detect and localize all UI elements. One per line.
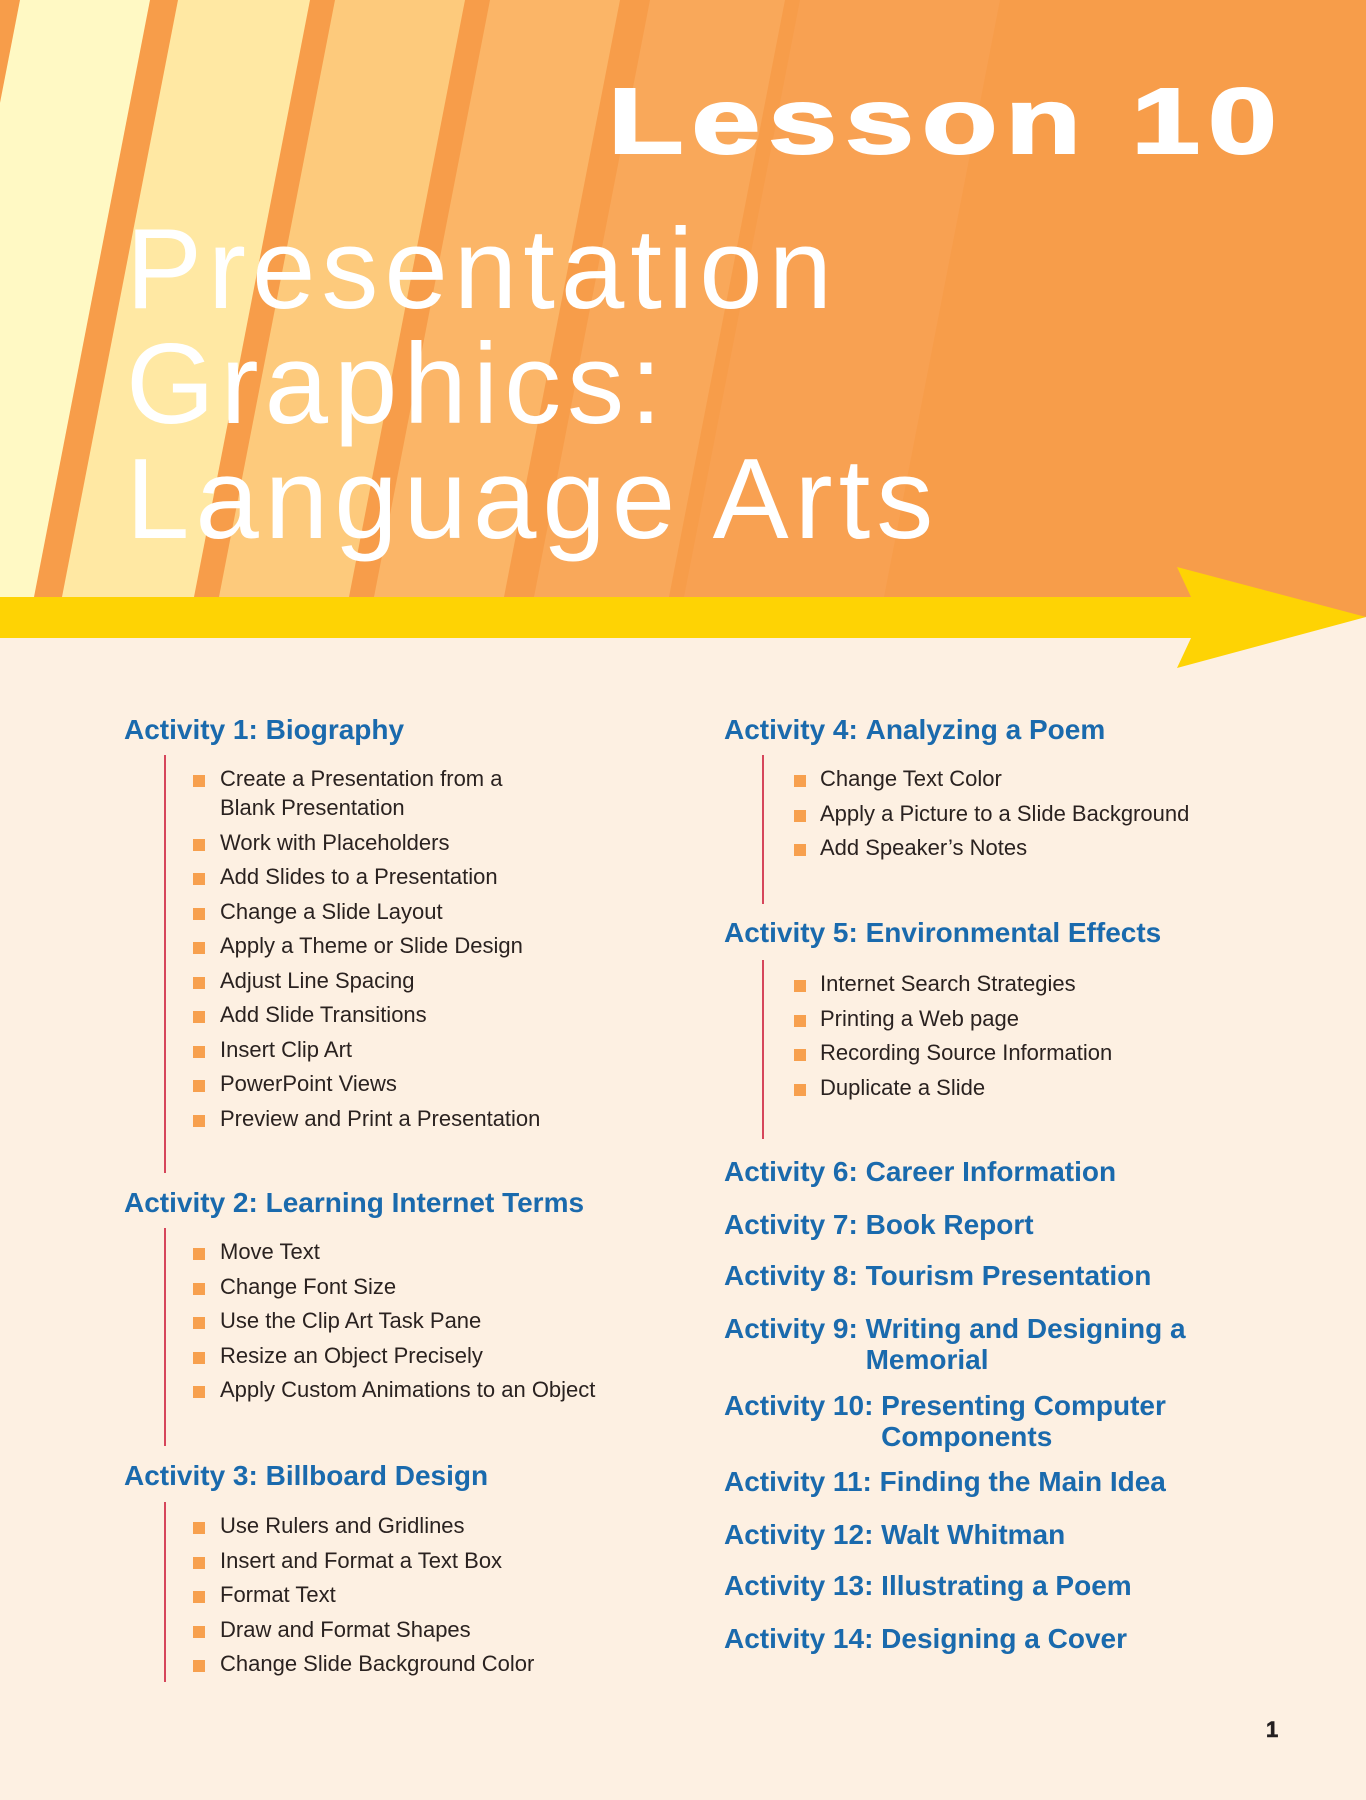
- activity-label: Activity 7:: [724, 1209, 866, 1240]
- topic-text: Insert and Format a Text Box: [220, 1547, 503, 1573]
- square-bullet-icon: [193, 873, 205, 885]
- square-bullet-icon: [193, 1522, 205, 1534]
- square-bullet-icon: [193, 942, 205, 954]
- topic-item: [220, 1511, 640, 1540]
- topic-text: Draw and Format Shapes: [220, 1616, 471, 1642]
- topic-text: PowerPoint Views: [220, 1071, 397, 1096]
- lesson-title-line-2: Graphics:: [126, 321, 668, 448]
- activity-label: Activity 11:: [724, 1466, 880, 1497]
- activity-10-heading: [724, 1390, 1211, 1452]
- topic-text: Use Rulers and Gridlines: [220, 1513, 465, 1538]
- activity-6-heading: [724, 1156, 1116, 1187]
- activity-1-heading: [124, 714, 404, 745]
- square-bullet-icon: [794, 980, 806, 992]
- activity-2-topics: [220, 1237, 640, 1410]
- activity-title: Billboard Design: [265, 1460, 489, 1491]
- topic-item: [820, 833, 1240, 862]
- square-bullet-icon: [794, 810, 806, 822]
- topic-item: [220, 862, 560, 891]
- square-bullet-icon: [193, 1626, 205, 1638]
- square-bullet-icon: [794, 844, 806, 856]
- square-bullet-icon: [193, 977, 205, 989]
- topic-item: [820, 1004, 1240, 1033]
- activity-1-rule: [164, 755, 166, 1173]
- activity-title: Analyzing a Poem: [865, 714, 1106, 745]
- square-bullet-icon: [193, 1386, 205, 1398]
- topic-text: Add Slide Transitions: [220, 1002, 427, 1027]
- activity-3-rule: [164, 1502, 166, 1682]
- topic-text: Change Text Color: [820, 766, 1002, 791]
- topic-item: [820, 969, 1240, 998]
- activity-title: Biography: [265, 714, 405, 745]
- topic-item: [220, 931, 560, 960]
- topic-text: Recording Source Information: [820, 1040, 1113, 1065]
- topic-text: Apply a Picture to a Slide Background: [820, 800, 1190, 826]
- topic-item: [220, 1546, 640, 1575]
- topic-item: [220, 897, 560, 926]
- activity-label: Activity 13:: [724, 1570, 882, 1601]
- activity-label: Activity 8:: [724, 1260, 866, 1291]
- activity-8-heading: [724, 1260, 1151, 1291]
- square-bullet-icon: [193, 1283, 205, 1295]
- topic-item: [220, 1000, 560, 1029]
- activity-5-rule: [762, 960, 764, 1139]
- activity-label: Activity 14:: [724, 1623, 882, 1654]
- square-bullet-icon: [193, 1660, 205, 1672]
- activity-label: Activity 5:: [724, 917, 866, 948]
- topic-text: Apply Custom Animations to an Object: [220, 1377, 596, 1402]
- topic-item: [820, 764, 1240, 793]
- topic-item: [220, 828, 560, 857]
- topic-item: [220, 764, 560, 822]
- activity-11-heading: [724, 1466, 1166, 1497]
- square-bullet-icon: [193, 775, 205, 787]
- square-bullet-icon: [193, 1352, 205, 1364]
- activity-title: Designing a Cover: [881, 1623, 1128, 1654]
- square-bullet-icon: [794, 1015, 806, 1027]
- activity-5-topics: [820, 969, 1240, 1107]
- topic-text: Use the Clip Art Task Pane: [220, 1308, 482, 1333]
- activity-2-rule: [164, 1228, 166, 1446]
- topic-text: Add Speaker’s Notes: [820, 835, 1028, 860]
- topic-item: [220, 1237, 640, 1266]
- activity-label: Activity 10:: [724, 1390, 882, 1421]
- square-bullet-icon: [193, 1591, 205, 1603]
- activity-title: Finding the Main Idea: [879, 1466, 1166, 1497]
- activity-title: Writing and Designing a Memorial: [865, 1313, 1186, 1375]
- activity-2-heading: [124, 1187, 584, 1218]
- square-bullet-icon: [794, 1084, 806, 1096]
- topic-text: Work with Placeholders: [220, 829, 450, 855]
- topic-text: Change a Slide Layout: [220, 898, 443, 924]
- activity-title: Walt Whitman: [881, 1519, 1066, 1550]
- topic-text: Resize an Object Precisely: [220, 1342, 483, 1368]
- activity-4-rule: [762, 755, 764, 904]
- lesson-number: Lesson 10: [608, 69, 1285, 173]
- topic-text: Add Slides to a Presentation: [220, 864, 498, 889]
- lesson-title: [126, 206, 940, 563]
- activity-title: Tourism Presentation: [865, 1260, 1152, 1291]
- topic-item: [220, 1104, 560, 1133]
- square-bullet-icon: [193, 1248, 205, 1260]
- lesson-title-line-1: Presentation: [126, 206, 839, 333]
- topic-item: [220, 1375, 640, 1404]
- activity-9-heading: [724, 1313, 1216, 1375]
- activity-13-heading: [724, 1570, 1132, 1601]
- topic-item: [220, 1306, 640, 1335]
- activity-5-heading: [724, 917, 1161, 948]
- topic-text: Move Text: [220, 1239, 320, 1264]
- activity-title: Book Report: [865, 1209, 1034, 1240]
- activity-title: Learning Internet Terms: [265, 1187, 585, 1218]
- topic-text: Internet Search Strategies: [820, 971, 1076, 996]
- activity-4-heading: [724, 714, 1105, 745]
- topic-item: [220, 1580, 640, 1609]
- square-bullet-icon: [193, 1080, 205, 1092]
- square-bullet-icon: [794, 1049, 806, 1061]
- topic-item: [220, 1035, 560, 1064]
- activity-label: Activity 3:: [124, 1460, 266, 1491]
- activity-7-heading: [724, 1209, 1034, 1240]
- topic-item: [820, 799, 1240, 828]
- lesson-title-line-3: Language Arts: [126, 436, 940, 563]
- square-bullet-icon: [794, 775, 806, 787]
- activity-label: Activity 6:: [724, 1156, 866, 1187]
- activity-label: Activity 1:: [124, 714, 266, 745]
- topic-text: Insert Clip Art: [220, 1036, 353, 1062]
- activity-label: Activity 9:: [724, 1313, 866, 1344]
- activity-3-heading: [124, 1460, 488, 1491]
- activity-title: Environmental Effects: [865, 917, 1162, 948]
- topic-text: Change Font Size: [220, 1273, 397, 1299]
- page-number: 1: [1266, 1717, 1279, 1742]
- square-bullet-icon: [193, 1046, 205, 1058]
- topic-text: Adjust Line Spacing: [220, 967, 415, 993]
- topic-text: Printing a Web page: [820, 1005, 1019, 1031]
- topic-text: Format Text: [220, 1582, 336, 1607]
- topic-text: Apply a Theme or Slide Design: [220, 933, 523, 958]
- topic-text: Create a Presentation from a Blank Presentation: [220, 766, 503, 820]
- activity-title: Illustrating a Poem: [881, 1570, 1132, 1601]
- topic-text: Preview and Print a Presentation: [220, 1105, 541, 1131]
- topic-item: [220, 1615, 640, 1644]
- topic-item: [220, 966, 560, 995]
- activity-3-topics: [220, 1511, 640, 1684]
- square-bullet-icon: [193, 908, 205, 920]
- topic-item: [220, 1649, 640, 1678]
- square-bullet-icon: [193, 1317, 205, 1329]
- activity-title: Career Information: [865, 1156, 1117, 1187]
- topic-item: [220, 1069, 560, 1098]
- activity-label: Activity 4:: [724, 714, 866, 745]
- topic-item: [820, 1073, 1240, 1102]
- activity-1-topics: [220, 764, 560, 1138]
- topic-text: Change Slide Background Color: [220, 1651, 535, 1676]
- activity-label: Activity 2:: [124, 1187, 266, 1218]
- activity-14-heading: [724, 1623, 1127, 1654]
- square-bullet-icon: [193, 1011, 205, 1023]
- square-bullet-icon: [193, 1115, 205, 1127]
- square-bullet-icon: [193, 1557, 205, 1569]
- topic-text: Duplicate a Slide: [820, 1074, 986, 1100]
- activity-title: Presenting Computer Components: [881, 1390, 1166, 1452]
- activity-label: Activity 12:: [724, 1519, 882, 1550]
- topic-item: [220, 1341, 640, 1370]
- activity-4-topics: [820, 764, 1240, 868]
- topic-item: [820, 1038, 1240, 1067]
- topic-item: [220, 1272, 640, 1301]
- activity-12-heading: [724, 1519, 1065, 1550]
- square-bullet-icon: [193, 839, 205, 851]
